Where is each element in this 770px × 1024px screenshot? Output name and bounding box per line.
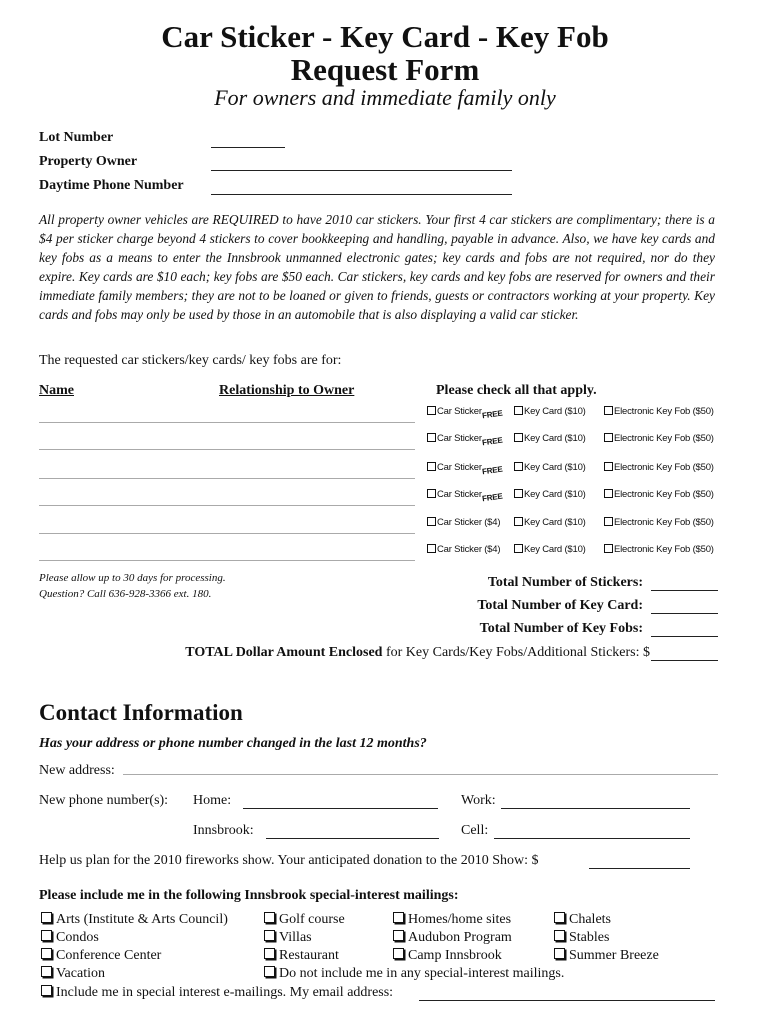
lot-number-label: Lot Number [39,130,114,145]
key-card-option[interactable] [514,462,586,473]
email-address-field[interactable] [419,1000,715,1001]
mailing-golf-label: Golf course [279,912,345,927]
key-card-option-label: Key Card ($10) [524,489,586,500]
checkbox-icon[interactable] [514,489,523,498]
checkbox-icon[interactable] [604,462,613,471]
key-card-option-label: Key Card ($10) [524,517,586,528]
checkbox-icon[interactable] [514,517,523,526]
mailing-chalets-label: Chalets [569,912,611,927]
checkbox-icon[interactable] [554,930,565,941]
property-owner-label: Property Owner [39,154,138,169]
car-sticker-option[interactable] [427,517,500,528]
car-sticker-option[interactable] [427,406,503,421]
checkbox-icon[interactable] [427,489,436,498]
mailing-camp[interactable] [393,948,502,964]
checkbox-icon[interactable] [554,948,565,959]
car-sticker-option-label: Car Sticker [437,406,482,417]
form-title-line1: Car Sticker - Key Card - Key Fob [161,19,609,54]
car-sticker-option[interactable] [427,544,500,555]
contact-heading: Contact Information [39,700,243,725]
property-owner-field[interactable] [211,170,512,171]
form-title-line2: Request Form [290,52,480,87]
mailing-summer[interactable] [554,948,659,964]
mailing-conference[interactable] [41,948,161,964]
checkbox-icon[interactable] [41,948,52,959]
mailing-stables[interactable] [554,930,609,946]
key-card-option-label: Key Card ($10) [524,433,586,444]
mailing-arts[interactable] [41,912,228,928]
key-fob-option[interactable] [604,544,714,555]
checkbox-icon[interactable] [427,462,436,471]
name-relationship-field[interactable] [39,560,415,561]
key-fob-option[interactable] [604,517,714,528]
fireworks-label: Help us plan for the 2010 fireworks show. Your anticipated donation to the 2010 Show: $ [39,853,539,868]
car-sticker-option[interactable] [427,433,503,448]
checkbox-icon[interactable] [604,517,613,526]
processing-note: Please allow up to 30 days for processing. [39,572,226,584]
mailing-vacation[interactable] [41,966,105,982]
checkbox-icon[interactable] [427,544,436,553]
mailing-villas-label: Villas [279,930,312,945]
total-stickers-label: Total Number of Stickers: [487,575,643,590]
key-card-option[interactable] [514,544,586,555]
name-relationship-field[interactable] [39,505,415,506]
checkbox-icon[interactable] [264,912,275,923]
free-badge: FREE [481,435,503,448]
key-card-option[interactable] [514,489,586,500]
mailing-audubon-label: Audubon Program [408,930,512,945]
mailing-golf[interactable] [264,912,345,928]
key-fob-option-label: Electronic Key Fob ($50) [614,433,714,444]
mailing-chalets[interactable] [554,912,611,928]
innsbrook-phone-label: Innsbrook: [193,823,254,838]
total-key-fobs-field[interactable] [651,636,718,637]
car-sticker-option-label: Car Sticker [437,462,482,473]
checkbox-icon[interactable] [427,406,436,415]
new-address-label: New address: [39,763,115,778]
mailing-do-not-include-label: Do not include me in any special-interest mailings. [279,966,565,981]
key-fob-option-label: Electronic Key Fob ($50) [614,489,714,500]
daytime-phone-field[interactable] [211,194,512,195]
free-badge: FREE [481,491,503,504]
total-dollar-bold: TOTAL Dollar Amount Enclosed [185,645,383,660]
cell-phone-label: Cell: [461,823,489,838]
new-phone-label: New phone number(s): [39,793,169,808]
name-relationship-field[interactable] [39,449,415,450]
free-badge: FREE [481,464,503,477]
mailings-heading: Please include me in the following Innsbrook special-interest mailings: [39,888,459,903]
question-note: Question? Call 636-928-3366 ext. 180. [39,588,212,600]
key-fob-option[interactable] [604,433,714,444]
car-sticker-option-label: Car Sticker [437,433,482,444]
checkbox-icon[interactable] [41,930,52,941]
key-fob-option[interactable] [604,462,714,473]
checkbox-icon[interactable] [514,406,523,415]
key-card-option[interactable] [514,517,586,528]
total-dollar-field[interactable] [651,660,718,661]
total-dollar-label [185,645,650,661]
mailing-villas[interactable] [264,930,312,946]
total-key-card-label: Total Number of Key Card: [477,598,643,613]
total-key-fobs-label: Total Number of Key Fobs: [479,621,643,636]
free-badge: FREE [481,408,503,421]
car-sticker-option[interactable] [427,462,503,477]
checkbox-icon[interactable] [41,985,52,996]
total-key-card-field[interactable] [651,613,718,614]
name-relationship-field[interactable] [39,533,415,534]
fireworks-donation-field[interactable] [589,868,690,869]
checkbox-icon[interactable] [604,433,613,442]
checkbox-icon[interactable] [604,489,613,498]
key-fob-option-label: Electronic Key Fob ($50) [614,406,714,417]
key-card-option-label: Key Card ($10) [524,462,586,473]
mailing-condos-label: Condos [56,930,99,945]
lot-number-field[interactable] [211,147,285,148]
checkbox-icon[interactable] [554,912,565,923]
form-subtitle: For owners and immediate family only [214,85,556,110]
key-card-option[interactable] [514,433,586,444]
car-sticker-option[interactable] [427,489,503,504]
key-fob-option[interactable] [604,489,714,500]
mailing-vacation-label: Vacation [56,966,105,981]
checkbox-icon[interactable] [264,930,275,941]
car-sticker-option-label: Car Sticker ($4) [437,517,501,528]
key-fob-option-label: Electronic Key Fob ($50) [614,544,714,555]
total-dollar-rest: for Key Cards/Key Fobs/Additional Stickers: $ [382,645,650,660]
key-card-option-label: Key Card ($10) [524,544,586,555]
checkbox-icon[interactable] [393,912,404,923]
cell-phone-field[interactable] [494,838,690,839]
mailing-audubon[interactable] [393,930,512,946]
checkbox-icon[interactable] [393,930,404,941]
checkbox-icon[interactable] [604,406,613,415]
key-fob-option[interactable] [604,406,714,417]
checkbox-icon[interactable] [393,948,404,959]
home-phone-label: Home: [193,793,232,808]
name-relationship-field[interactable] [39,478,415,479]
contact-question: Has your address or phone number changed in the last 12 months? [39,736,427,751]
mailing-homes-label: Homes/home sites [408,912,512,927]
work-phone-field[interactable] [501,808,690,809]
mailing-camp-label: Camp Innsbrook [408,948,502,963]
checkbox-icon[interactable] [514,544,523,553]
checkbox-icon[interactable] [427,517,436,526]
checkbox-icon[interactable] [514,462,523,471]
key-card-option-label: Key Card ($10) [524,406,586,417]
name-relationship-field[interactable] [39,422,415,423]
mailing-do-not-include[interactable] [264,966,564,982]
work-phone-label: Work: [461,793,496,808]
column-name-header: Name [39,383,74,398]
requested-intro: The requested car stickers/key cards/ key fobs are for: [39,353,342,368]
mailing-restaurant-label: Restaurant [279,948,339,963]
mailing-email[interactable] [41,985,393,1001]
mailing-condos[interactable] [41,930,99,946]
mailing-arts-label: Arts (Institute & Arts Council) [56,912,228,927]
car-sticker-option-label: Car Sticker [437,489,482,500]
checkbox-icon[interactable] [41,966,52,977]
car-sticker-option-label: Car Sticker ($4) [437,544,501,555]
total-stickers-field[interactable] [651,590,718,591]
checkbox-icon[interactable] [514,433,523,442]
mailing-summer-label: Summer Breeze [569,948,659,963]
mailing-restaurant[interactable] [264,948,339,964]
column-relationship-header: Relationship to Owner [219,383,355,398]
column-check-header: Please check all that apply. [436,383,597,398]
key-fob-option-label: Electronic Key Fob ($50) [614,462,714,473]
key-fob-option-label: Electronic Key Fob ($50) [614,517,714,528]
mailing-stables-label: Stables [569,930,610,945]
innsbrook-phone-field[interactable] [266,838,439,839]
checkbox-icon[interactable] [41,912,52,923]
daytime-phone-label: Daytime Phone Number [39,178,184,193]
checkbox-icon[interactable] [264,948,275,959]
key-card-option[interactable] [514,406,586,417]
mailing-email-label: Include me in special interest e-mailings. My email address: [56,985,394,1000]
mailing-conference-label: Conference Center [56,948,162,963]
intro-paragraph: All property owner vehicles are REQUIRED to have 2010 car stickers. Your first 4 car stickers are complimentary; there is a $4 per sticker charge beyond 4 stickers to cover bookkeeping and handling, payable in advance. Also, we have key cards and key fobs as a means to enter the Innsbrook unmanned electronic gates; key cards and fobs are not required, nor do they expire. Key cards are $10 each; key fobs are $50 each. Car stickers, key cards and key fobs are reserved for owners and their immediate family members; they are not to be loaned or given to friends, guests or contractors working at your property. Key cards and fobs may only be used by those in an automobile that is also displaying a valid car sticker. [39,212,715,322]
mailing-homes[interactable] [393,912,511,928]
home-phone-field[interactable] [243,808,438,809]
checkbox-icon[interactable] [264,966,275,977]
checkbox-icon[interactable] [604,544,613,553]
checkbox-icon[interactable] [427,433,436,442]
new-address-field[interactable] [123,774,718,775]
